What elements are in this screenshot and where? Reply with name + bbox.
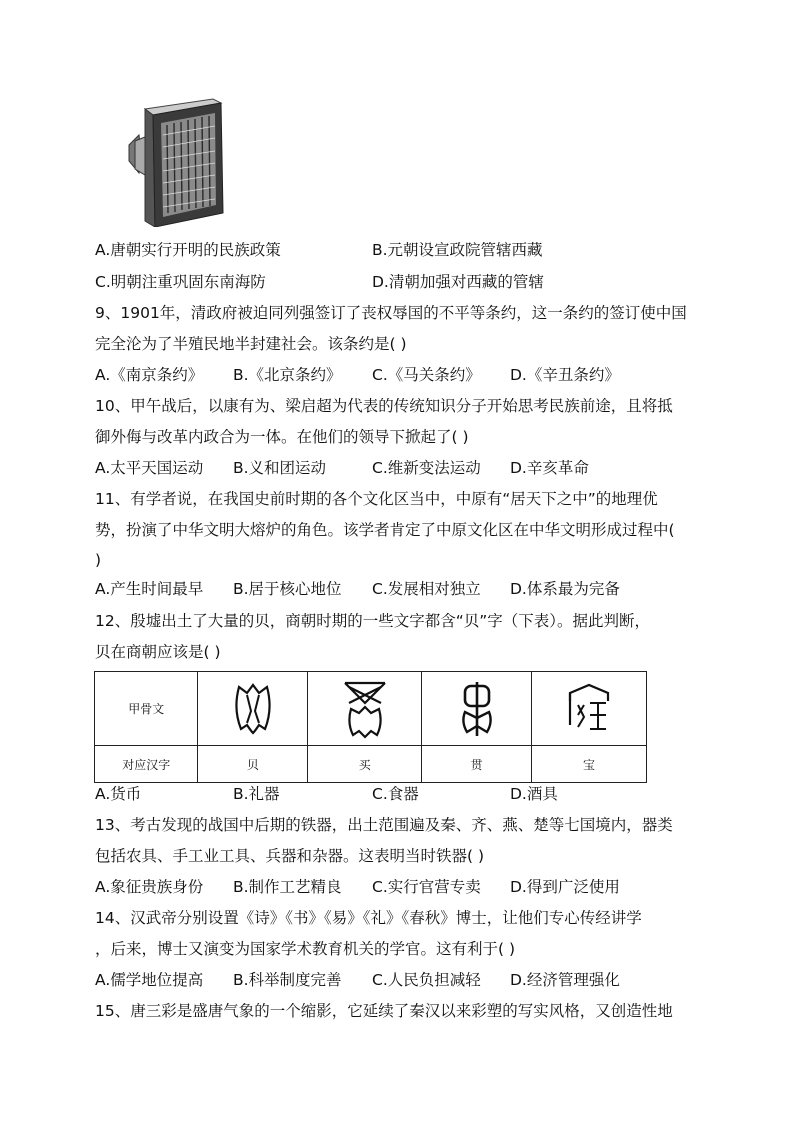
- q12-option-c: C.食器: [372, 785, 419, 803]
- oracle-glyph-guan-svg: [457, 680, 497, 738]
- q13-option-c: C.实行官营专卖: [372, 878, 481, 896]
- oracle-glyph-mai-svg: [341, 679, 389, 739]
- oracle-glyph-bao-svg: [564, 681, 614, 737]
- q9-option-b: B.《北京条约》: [233, 366, 342, 384]
- q13-stem-line1: 13、考古发现的战国中后期的铁器，出土范围遍及秦、齐、燕、楚等七国境内，器类: [95, 816, 673, 834]
- q12-option-a: A.货币: [95, 785, 142, 803]
- oracle-glyph-bei-svg: [231, 681, 275, 737]
- q9-stem-line1: 9、1901年，清政府被迫同列强签订了丧权辱国的不平等条约，这一条约的签订使中国: [95, 304, 687, 322]
- q8-option-a: A.唐朝实行开明的民族政策: [95, 241, 281, 259]
- seal-image: [125, 95, 225, 227]
- q13-option-d: D.得到广泛使用: [510, 878, 620, 896]
- q11-option-d: D.体系最为完备: [510, 580, 620, 598]
- row-header-chars: 对应汉字: [95, 746, 198, 783]
- q12-stem-line2: 贝在商朝应该是( ): [95, 643, 221, 661]
- q10-stem-line2: 御外侮与改革内政合为一体。在他们的领导下掀起了( ): [95, 428, 469, 446]
- q10-option-a: A.太平天国运动: [95, 459, 204, 477]
- char-cell-4: 宝: [532, 746, 647, 783]
- q11-stem-line3: ): [95, 551, 102, 569]
- q12-option-b: B.礼器: [233, 785, 280, 803]
- oracle-glyph-bei: [198, 672, 308, 746]
- q14-option-a: A.儒学地位提高: [95, 971, 204, 989]
- oracle-glyph-mai: [308, 672, 422, 746]
- table-row-oracle: [95, 672, 647, 746]
- q11-option-b: B.居于核心地位: [233, 580, 342, 598]
- oracle-glyph-guan: [422, 672, 532, 746]
- q12-stem-line1: 12、殷墟出土了大量的贝，商朝时期的一些文字都含“贝”字（下表）。据此判断，: [95, 612, 651, 630]
- row-header-oracle: 甲骨文: [95, 672, 198, 746]
- q9-option-c: C.《马关条约》: [372, 366, 481, 384]
- q13-stem-line2: 包括农具、手工业工具、兵器和杂器。这表明当时铁器( ): [95, 847, 485, 865]
- q10-option-d: D.辛亥革命: [510, 459, 589, 477]
- char-cell-3: 贯: [422, 746, 532, 783]
- q9-option-a: A.《南京条约》: [95, 366, 204, 384]
- oracle-bone-table: [94, 671, 647, 783]
- char-cell-1: 贝: [198, 746, 308, 783]
- q12-option-d: D.酒具: [510, 785, 558, 803]
- char-cell-2: 买: [308, 746, 422, 783]
- q11-option-c: C.发展相对独立: [372, 580, 481, 598]
- q13-option-a: A.象征贵族身份: [95, 878, 204, 896]
- q9-stem-line2: 完全沦为了半殖民地半封建社会。该条约是( ): [95, 335, 407, 353]
- q8-option-c: C.明朝注重巩固东南海防: [95, 273, 266, 291]
- q11-stem-line1: 11、有学者说，在我国史前时期的各个文化区当中，中原有“居天下之中”的地理优: [95, 490, 658, 508]
- q9-option-d: D.《辛丑条约》: [510, 366, 620, 384]
- q14-option-d: D.经济管理强化: [510, 971, 620, 989]
- q11-option-a: A.产生时间最早: [95, 580, 204, 598]
- q15-stem-line1: 15、唐三彩是盛唐气象的一个缩影，它延续了秦汉以来彩塑的写实风格，又创造性地: [95, 1002, 673, 1020]
- q14-option-c: C.人民负担减轻: [372, 971, 481, 989]
- q11-stem-line2: 势，扮演了中华文明大熔炉的角色。该学者肯定了中原文化区在中华文明形成过程中(: [95, 521, 675, 539]
- q14-option-b: B.科举制度完善: [233, 971, 342, 989]
- q8-option-b: B.元朝设宣政院管辖西藏: [372, 241, 543, 259]
- q13-option-b: B.制作工艺精良: [233, 878, 342, 896]
- q14-stem-line1: 14、汉武帝分别设置《诗》《书》《易》《礼》《春秋》博士，让他们专心传经讲学: [95, 909, 642, 927]
- q10-option-c: C.维新变法运动: [372, 459, 481, 477]
- oracle-glyph-bao: [532, 672, 647, 746]
- q14-stem-line2: ，后来，博士又演变为国家学术教育机关的学官。这有利于( ): [95, 940, 516, 958]
- table-row-chars: [95, 746, 647, 783]
- q10-option-b: B.义和团运动: [233, 459, 327, 477]
- q10-stem-line1: 10、甲午战后，以康有为、梁启超为代表的传统知识分子开始思考民族前途，且将抵: [95, 397, 673, 415]
- q8-option-d: D.清朝加强对西藏的管辖: [372, 273, 544, 291]
